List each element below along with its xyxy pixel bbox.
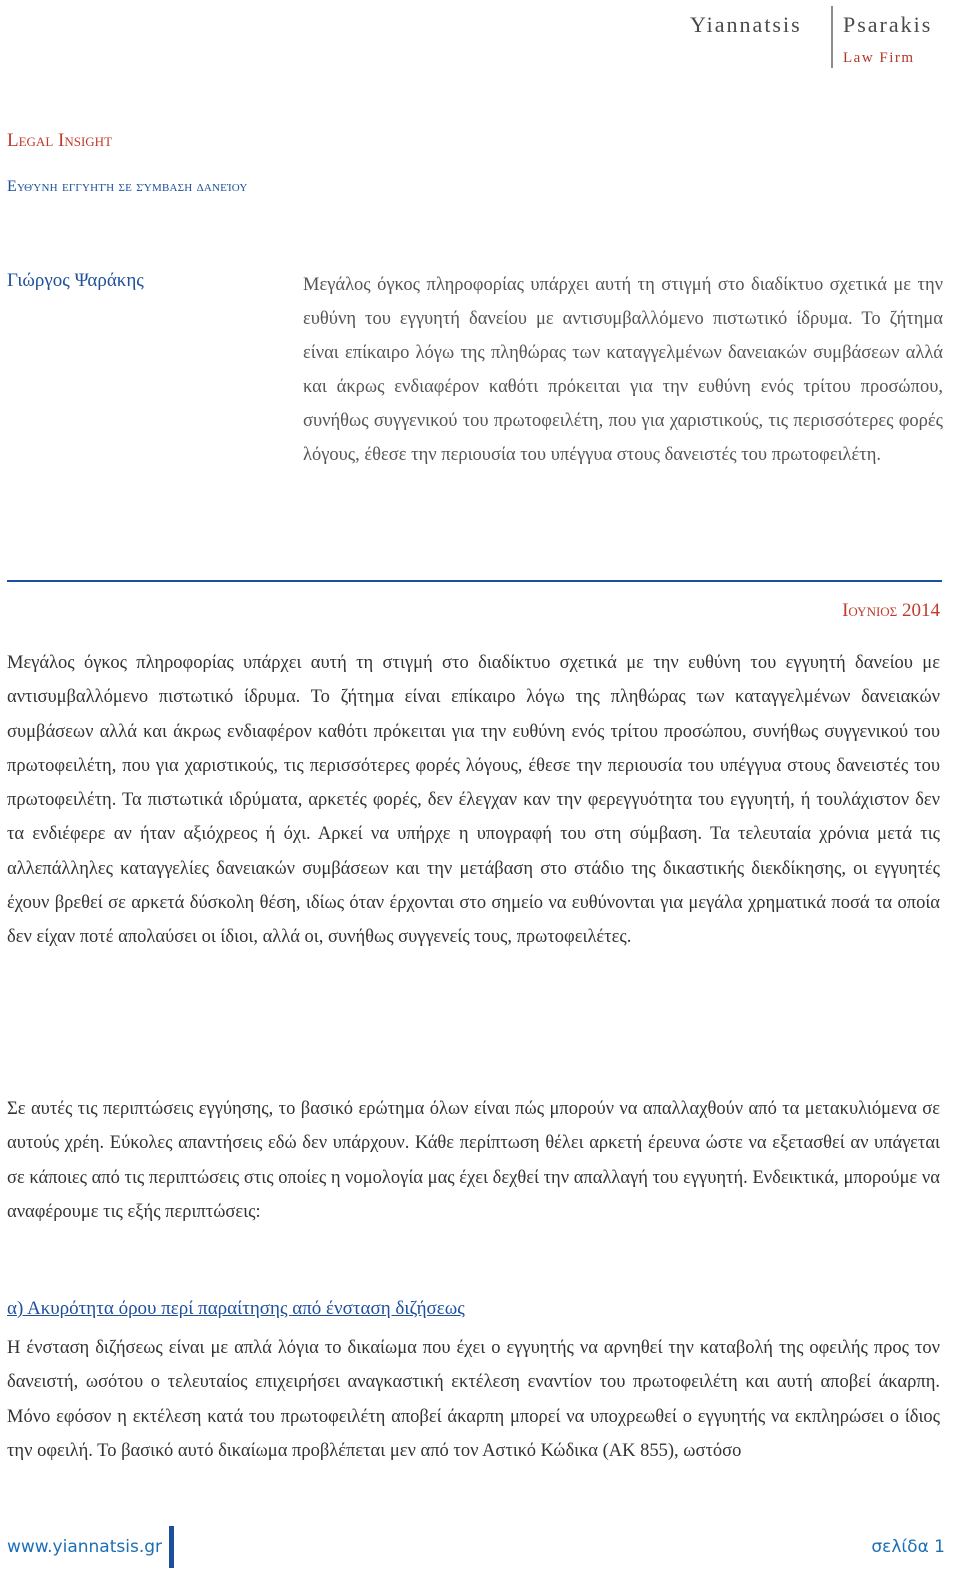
date-year: 2014 — [902, 600, 940, 621]
logo-name-yiannatsis: Yiannatsis — [690, 12, 802, 37]
footer-accent-bar — [169, 1526, 174, 1568]
section-divider — [7, 580, 942, 582]
logo-law-firm: Law Firm — [843, 50, 915, 66]
abstract-paragraph: Μεγάλος όγκος πληροφορίας υπάρχει αυτή τη στιγμή στο διαδίκτυο σχετικά με την ευθύνη του εγγυητή δανείου με αντισυμβαλλόμενο πιστωτικό ίδρυμα. Το ζήτημα είναι επίκαιρο λόγω της πληθώρας των καταγγελμένων δανειακών συμβάσεων αλλά και άκρως ενδιαφέρον καθότι πρόκειται για την ευθύνη ενός τρίτου προσώπου, συνήθως συγγενικού του πρωτοφειλέτη, που για χαριστικούς, τις περισσότερες φορές λόγους, έθεσε την περιουσία του υπέγγυα στους δανειστές του πρωτοφειλέτη. — [303, 275, 943, 465]
date-month: Ιουνιος — [842, 600, 898, 621]
publication-date — [842, 600, 940, 622]
body-paragraph-2: Σε αυτές τις περιπτώσεις εγγύησης, το βασικό ερώτημα όλων είναι πώς μπορούν να απαλλαχθούν από τα μετακυλιόμενα σε αυτούς χρέη. Εύκολες απαντήσεις εδώ δεν υπάρχουν. Κάθε περίπτωση θέλει αρκετή έρευνα ώστε να εξετασθεί αν υπάγεται σε κάποιες από τις περιπτώσεις στις οποίες η νομολογία μας έχει δεχθεί την απαλλαγή του εγγυητή. Ενδεικτικά, μπορούμε να αναφέρουμε τις εξής περιπτώσεις: — [7, 1099, 940, 1222]
footer-page-number: σελίδα 1 — [871, 1537, 945, 1557]
logo-divider — [831, 6, 833, 68]
footer-website-link[interactable]: www.yiannatsis.gr — [7, 1537, 163, 1557]
document-subtitle: Ευθύνη εγγυητή σε σύμβαση δανείου — [7, 178, 248, 195]
body-paragraph-3: Η ένσταση διζήσεως είναι με απλά λόγια το δικαίωμα που έχει ο εγγυητής να αρνηθεί την καταβολή της οφειλής προς τον δανειστή, ωσότου ο τελευταίος επιχειρήσει αναγκαστική εκτέλεση εναντίον του πρωτοφειλέτη και αυτή αποβεί άκαρπη. Μόνο εφόσον η εκτέλεση κατά του πρωτοφειλέτη αποβεί άκαρπη μπορεί να υποχρεωθεί ο εγγυητής να εκπληρώσει ο ίδιος την οφειλή. Το βασικό αυτό δικαίωμα προβλέπεται μεν από τον Αστικό Κώδικα (ΑΚ 855), ωστόσο — [7, 1338, 940, 1461]
document-title: Legal Insight — [7, 130, 113, 151]
section-heading-a: α) Ακυρότητα όρου περί παραίτησης από ένσταση διζήσεως — [7, 1298, 465, 1319]
firm-logo — [690, 6, 950, 72]
body-paragraph-1: Μεγάλος όγκος πληροφορίας υπάρχει αυτή τη στιγμή στο διαδίκτυο σχετικά με την ευθύνη του εγγυητή δανείου με αντισυμβαλλόμενο πιστωτικό ίδρυμα. Το ζήτημα είναι επίκαιρο λόγω της πληθώρας των καταγγελμένων δανειακών συμβάσεων αλλά και άκρως ενδιαφέρον καθότι πρόκειται για την ευθύνη ενός τρίτου προσώπου, συνήθως συγγενικού του πρωτοφειλέτη, που για χαριστικούς, τις περισσότερες φορές λόγους, έθεσε την περιουσία του υπέγγυα στους δανειστές του πρωτοφειλέτη. Τα πιστωτικά ιδρύματα, αρκετές φορές, δεν έλεγχαν καν την φερεγγυότητα του εγγυητή, ή τουλάχιστον δεν τα ενδιέφερε αν ήταν αξιόχρεος ή όχι. Αρκεί να υπήρχε η υπογραφή του στη σύμβαση. Τα τελευταία χρόνια μετά τις αλλεπάλληλες καταγγελίες δανειακών συμβάσεων και την μετάβαση στο στάδιο της δικαστικής διεκδίκησης, οι εγγυητές έχουν βρεθεί σε αρκετά δύσκολη θέση, ιδίως όταν έρχονται στο σημείο να ευθύνονται για μεγάλα χρηματικά ποσά τα οποία δεν είχαν ποτέ απολαύσει οι ίδιοι, αλλά οι, συνήθως συγγενείς τους, πρωτοφειλέτες. — [7, 653, 940, 948]
logo-name-psarakis: Psarakis — [843, 12, 933, 37]
author-name: Γιώργος Ψαράκης — [7, 270, 144, 291]
